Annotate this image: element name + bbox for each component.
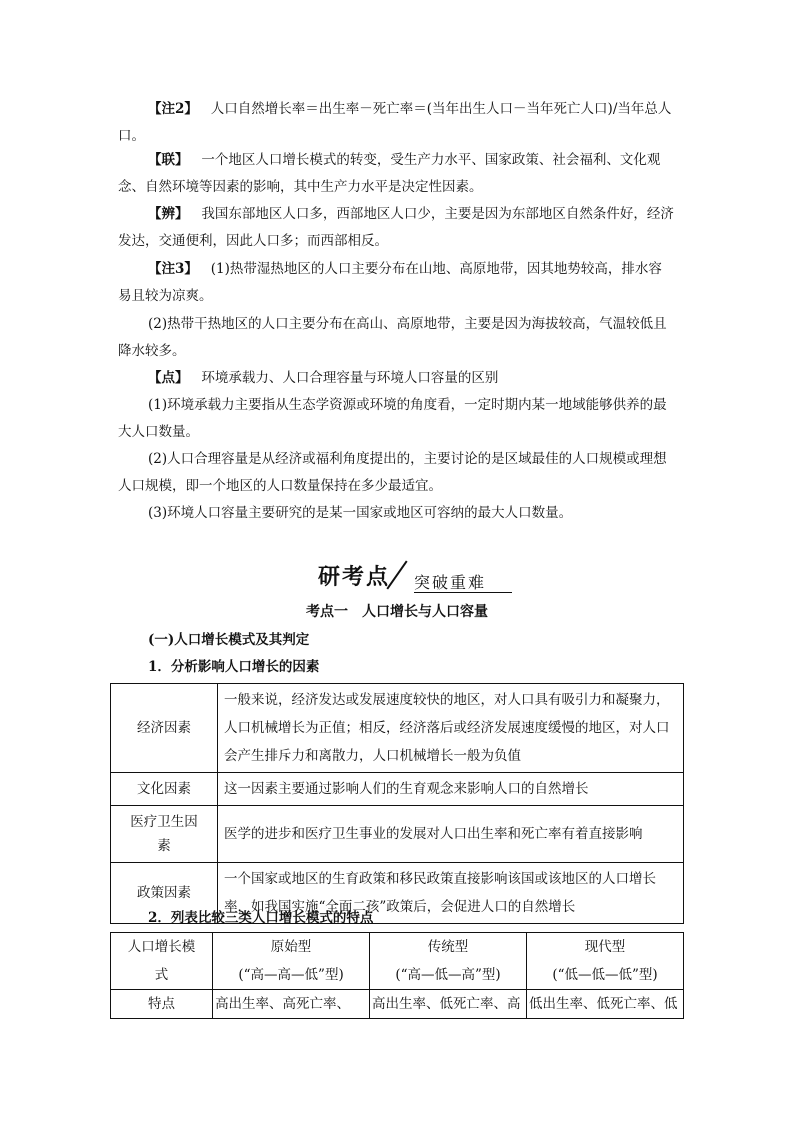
dian-item-1: (1)环境承载力主要指从生态学资源或环境的角度看，一定时期内某一地域能够供养的最大人口数量。	[118, 397, 667, 440]
bian-tag: 【辨】	[148, 206, 189, 222]
note2-tag: 【注2】	[148, 101, 198, 117]
subheading-3: 2．列表比较三类人口增长模式的特点	[148, 910, 374, 926]
note3-text-2: (2)热带干热地区的人口主要分布在高山、高原地带，主要是因为海拔较高，气温较低且降水较多。	[118, 316, 667, 359]
note3-tag: 【注3】	[148, 261, 198, 277]
section-banner-sub: 突破重难	[414, 573, 487, 592]
row-label-cell: 特点	[111, 990, 213, 1019]
lian-paragraph	[118, 147, 674, 201]
header-name: 现代型	[584, 939, 626, 955]
header-name: 原始型	[270, 939, 312, 955]
note3-text-1: (1)热带湿热地区的人口主要分布在山地、高原地带，因其地势较高，排水容易且较为凉爽。	[118, 261, 662, 304]
section-banner-underline	[414, 592, 512, 593]
table-cell: 高出生率、高死亡率、	[213, 990, 370, 1019]
factor-desc-cell: 一般来说，经济发达或发展速度较快的地区，对人口具有吸引力和凝聚力，人口机械增长为正值；相反，经济落后或经济发展速度缓慢的地区，对人口会产生排斥力和离散力，人口机械增长一般为负值	[218, 684, 684, 773]
lian-tag: 【联】	[148, 152, 189, 168]
note2-paragraph	[118, 96, 674, 150]
table-cell: 高出生率、低死亡率、高	[370, 990, 527, 1019]
header-cell	[370, 933, 527, 990]
section-banner-main: 研考点	[318, 565, 391, 590]
note2-text: 人口自然增长率＝出生率－死亡率＝(当年出生人口－当年死亡人口)/当年总人口。	[118, 101, 672, 144]
dian-item-2: (2)人口合理容量是从经济或福利角度提出的，主要讨论的是区域最佳的人口规模或理想人口规模，即一个地区的人口数量保持在多少最适宜。	[118, 451, 667, 494]
table-row	[111, 773, 684, 806]
lian-text: 一个地区人口增长模式的转变，受生产力水平、国家政策、社会福利、文化观念、自然环境等因素的影响，其中生产力水平是决定性因素。	[118, 152, 661, 195]
dian-tag: 【点】	[148, 370, 189, 386]
factor-desc-cell: 一个国家或地区的生育政策和移民政策直接影响该国或该地区的人口增长率，如我国实施“全面二孩”政策后，会促进人口的自然增长	[218, 863, 684, 924]
dian-text: 环境承载力、人口合理容量与环境人口容量的区别	[201, 370, 499, 386]
dian-item-3: (3)环境人口容量主要研究的是某一国家或地区可容纳的最大人口数量。	[148, 505, 573, 521]
header-cell: 人口增长模式	[111, 933, 213, 990]
section-title: 考点一 人口增长与人口容量	[306, 604, 488, 620]
header-cell	[213, 933, 370, 990]
growth-model-table	[110, 932, 684, 1019]
factor-cell: 医疗卫生因素	[111, 806, 218, 863]
header-sub: (“高—高—低”型)	[238, 967, 344, 983]
table-row	[111, 806, 684, 863]
bian-text: 我国东部地区人口多，西部地区人口少，主要是因为东部地区自然条件好，经济发达，交通便利，因此人口多；而西部相反。	[118, 206, 674, 249]
header-cell	[527, 933, 684, 990]
header-name: 传统型	[427, 939, 469, 955]
note3-paragraph	[118, 256, 674, 310]
dian-paragraph	[118, 365, 674, 392]
section-banner	[318, 556, 518, 596]
subheading-2: 1．分析影响人口增长的因素	[148, 659, 320, 675]
table-header-row	[111, 933, 684, 990]
table-cell: 低出生率、低死亡率、低	[527, 990, 684, 1019]
table-row	[111, 990, 684, 1019]
bian-paragraph	[118, 201, 674, 255]
factor-cell: 文化因素	[111, 773, 218, 806]
subheading-1: (一)人口增长模式及其判定	[148, 632, 310, 648]
header-sub: (“高—低—高”型)	[395, 967, 501, 983]
factor-cell: 政策因素	[111, 863, 218, 924]
factors-table	[110, 683, 684, 924]
factor-desc-cell: 医学的进步和医疗卫生事业的发展对人口出生率和死亡率有着直接影响	[218, 806, 684, 863]
table-row	[111, 684, 684, 773]
factor-cell: 经济因素	[111, 684, 218, 773]
header-sub: (“低—低—低”型)	[552, 967, 658, 983]
factor-desc-cell: 这一因素主要通过影响人们的生育观念来影响人口的自然增长	[218, 773, 684, 806]
